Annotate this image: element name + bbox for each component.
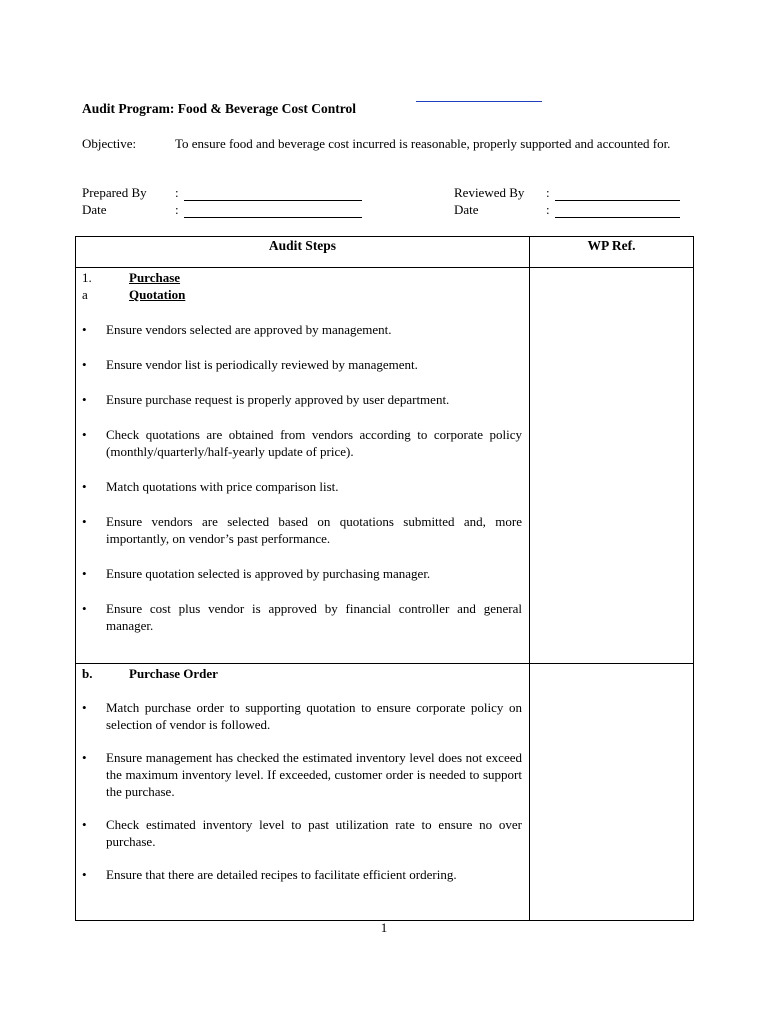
objective-label: Objective: xyxy=(82,136,137,151)
section-purchase-quotation xyxy=(76,268,530,664)
step-text: Match purchase order to supporting quotation to ensure corporate policy on selection of vendor is followed. xyxy=(106,700,522,732)
section-purchase-order xyxy=(76,664,530,921)
subsection-title-quotation: Quotation xyxy=(129,287,186,302)
bullet-icon: • xyxy=(82,566,87,581)
bullet-icon: • xyxy=(82,427,87,442)
bullet-icon: • xyxy=(82,357,87,372)
bullet-icon: • xyxy=(82,392,87,407)
step-text: Ensure management has checked the estimated inventory level does not exceed the maximum inventory level. If exceeded, customer order is needed to support the purchase. xyxy=(106,750,522,799)
step-text: Ensure that there are detailed recipes to facilitate efficient ordering. xyxy=(106,867,457,882)
prepared-by-field[interactable] xyxy=(184,200,362,201)
subsection-title-purchase-order: Purchase Order xyxy=(129,666,218,681)
reviewed-date-label: Date xyxy=(454,202,479,217)
step-text: Ensure purchase request is properly approved by user department. xyxy=(106,392,450,407)
list-item xyxy=(76,391,529,408)
bullet-icon: • xyxy=(82,479,87,494)
prepared-date-label: Date xyxy=(82,202,107,217)
header-link-underline xyxy=(416,101,542,102)
prepared-date-colon: : xyxy=(175,202,179,217)
step-text: Ensure vendors are selected based on quotations submitted and, more importantly, on vendor’s past performance. xyxy=(106,514,522,546)
prepared-by-label: Prepared By xyxy=(82,185,147,200)
wp-ref-cell-purchase-order[interactable] xyxy=(530,664,694,921)
list-item xyxy=(76,866,529,883)
wp-ref-header: WP Ref. xyxy=(530,237,694,268)
step-text: Ensure quotation selected is approved by purchasing manager. xyxy=(106,566,431,581)
subsection-letter: a xyxy=(82,287,88,302)
purchase-order-steps-list xyxy=(76,699,529,883)
step-text: Check estimated inventory level to past utilization rate to ensure no over purchase. xyxy=(106,817,522,849)
subsection-letter: b. xyxy=(82,666,93,681)
table-row xyxy=(76,664,694,921)
list-item xyxy=(76,699,529,733)
bullet-icon: • xyxy=(82,601,87,616)
wp-ref-cell-quotation[interactable] xyxy=(530,268,694,664)
list-item xyxy=(76,600,529,634)
objective-text: To ensure food and beverage cost incurred is reasonable, properly supported and accounted for. xyxy=(175,136,671,151)
bullet-icon: • xyxy=(82,322,87,337)
reviewed-date-field[interactable] xyxy=(555,217,680,218)
bullet-icon: • xyxy=(82,867,87,882)
step-text: Check quotations are obtained from vendors according to corporate policy (monthly/quarterly/half-yearly update of price). xyxy=(106,427,522,459)
table-row xyxy=(76,268,694,664)
bullet-icon: • xyxy=(82,514,87,529)
list-item xyxy=(76,426,529,460)
table-header-row xyxy=(76,237,694,268)
subsection-heading xyxy=(76,666,529,683)
step-text: Ensure cost plus vendor is approved by financial controller and general manager. xyxy=(106,601,522,633)
reviewed-by-field[interactable] xyxy=(555,200,680,201)
quotation-steps-list xyxy=(76,321,529,634)
list-item xyxy=(76,356,529,373)
list-item xyxy=(76,749,529,800)
reviewed-by-label: Reviewed By xyxy=(454,185,525,200)
section-title-purchase: Purchase xyxy=(129,270,181,285)
subsection-heading xyxy=(76,287,529,304)
prepared-date-field[interactable] xyxy=(184,217,362,218)
list-item xyxy=(76,513,529,547)
reviewed-by-colon: : xyxy=(546,185,550,200)
page-number: 1 xyxy=(380,920,388,935)
reviewed-date-colon: : xyxy=(546,202,550,217)
audit-steps-table xyxy=(75,236,694,921)
step-text: Ensure vendors selected are approved by management. xyxy=(106,322,392,337)
step-text: Match quotations with price comparison list. xyxy=(106,479,339,494)
list-item xyxy=(76,321,529,338)
audit-steps-header: Audit Steps xyxy=(76,237,530,268)
bullet-icon: • xyxy=(82,700,87,715)
list-item xyxy=(76,816,529,850)
document-title: Audit Program: Food & Beverage Cost Control xyxy=(82,101,356,116)
section-heading xyxy=(76,270,529,287)
bullet-icon: • xyxy=(82,750,87,765)
list-item xyxy=(76,565,529,582)
list-item xyxy=(76,478,529,495)
prepared-by-colon: : xyxy=(175,185,179,200)
section-number: 1. xyxy=(82,270,92,285)
bullet-icon: • xyxy=(82,817,87,832)
step-text: Ensure vendor list is periodically reviewed by management. xyxy=(106,357,418,372)
